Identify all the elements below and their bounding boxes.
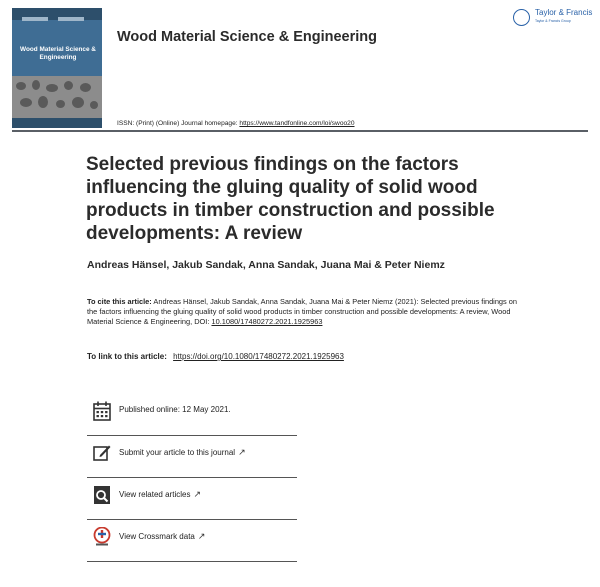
journal-cover-image <box>12 8 102 128</box>
external-link-icon: ↗ <box>197 531 206 541</box>
cover-title: Wood Material Science & Engineering <box>20 46 96 61</box>
external-link-icon: ↗ <box>238 447 246 457</box>
article-authors: Andreas Hänsel, Jakub Sandak, Anna Sandak, Juana Mai & Peter Niemz <box>87 259 445 271</box>
citation-block <box>87 297 527 328</box>
crossmark-icon <box>93 527 111 547</box>
divider <box>87 519 297 520</box>
external-link-icon: ↗ <box>193 489 201 499</box>
doi-link[interactable]: 10.1080/17480272.2021.1925963 <box>211 317 323 327</box>
publisher-group: Taylor & Francis Group <box>535 19 571 23</box>
citation-label: To cite this article: <box>87 297 152 306</box>
article-link-label: To link to this article: <box>87 352 170 361</box>
calendar-icon <box>93 401 111 421</box>
edit-icon <box>93 443 111 463</box>
article-doi-url[interactable]: https://doi.org/10.1080/17480272.2021.1925963 <box>173 352 344 361</box>
issn-label: ISSN: (Print) (Online) Journal homepage: <box>117 120 240 127</box>
view-crossmark-link[interactable]: View Crossmark data <box>119 532 195 541</box>
view-related-articles-link[interactable]: View related articles <box>119 490 191 499</box>
related-articles-row[interactable] <box>93 483 297 519</box>
published-online-text: Published online: 12 May 2021. <box>119 405 231 414</box>
publisher-name: Taylor & Francis <box>535 8 593 17</box>
submit-article-row[interactable] <box>93 441 297 477</box>
citation-text: Andreas Hänsel, Jakub Sandak, Anna Sandak, Juana Mai & Peter Niemz (2021): Selected previous findings on the factors influencing the gluing quality of solid wood products in timber construction and possible developments: A review, Wood Material Science & Engineering, DOI: <box>87 297 518 327</box>
article-title: Selected previous findings on the factors influencing the gluing quality of solid wood products in timber construction and possible developments: A review <box>86 154 495 244</box>
journal-homepage-link[interactable]: https://www.tandfonline.com/loi/swoo20 <box>239 120 355 127</box>
related-articles-icon <box>93 485 111 505</box>
divider <box>87 435 297 436</box>
header-divider <box>12 130 588 132</box>
journal-title[interactable]: Wood Material Science & Engineering <box>117 29 377 45</box>
article-link-line <box>87 352 344 361</box>
published-online-row <box>93 399 297 435</box>
taylor-francis-logo[interactable] <box>513 8 593 30</box>
taylor-francis-logo-icon <box>513 9 530 26</box>
divider <box>87 477 297 478</box>
crossmark-row[interactable] <box>93 525 297 561</box>
submit-article-link[interactable]: Submit your article to this journal <box>119 448 236 457</box>
divider <box>87 561 297 562</box>
issn-line <box>117 120 355 127</box>
